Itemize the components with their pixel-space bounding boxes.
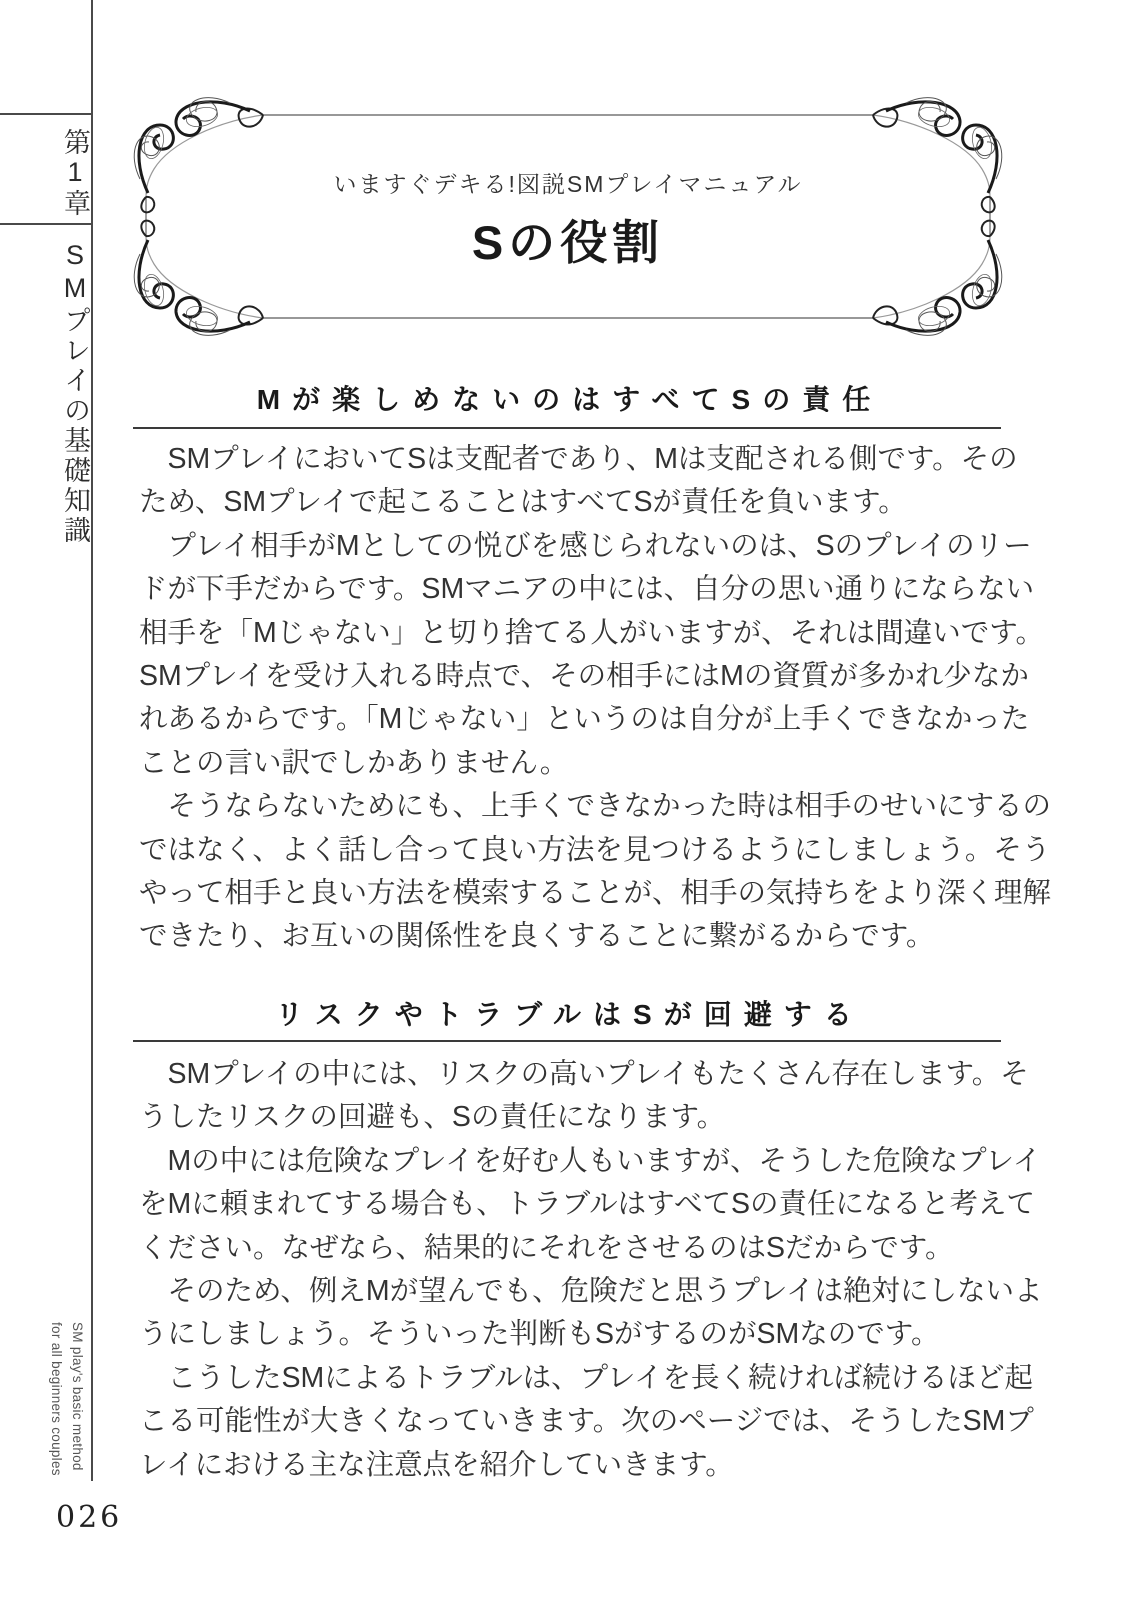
section1-body xyxy=(139,438,1052,959)
text-line: やって相手と良い方法を模索することが、相手の気持ちをより深く理解 xyxy=(139,876,1052,909)
series-title: いますぐデキる!図説SMプレイマニュアル xyxy=(333,171,803,197)
text-line: こうしたSMによるトラブルは、プレイを長く続ければ続けるほど起 xyxy=(139,1361,1034,1394)
text-line: SMプレイを受け入れる時点で、その相手にはMの資質が多かれ少なか xyxy=(139,659,1029,692)
chapter-number: 第1章 xyxy=(60,128,90,218)
section2-body xyxy=(139,1053,1043,1487)
text-line: Mの中には危険なプレイを好む人もいますが、そうした危険なプレイ xyxy=(139,1144,1042,1177)
section2-heading: リスクやトラブルはSが回避する xyxy=(275,999,864,1030)
chapter-title: SMプレイの基礎知識 xyxy=(60,240,90,546)
text-line: ため、SMプレイで起こることはすべてSが責任を負います。 xyxy=(139,486,907,519)
text-line: できたり、お互いの関係性を良くすることに繋がるからです。 xyxy=(139,920,935,953)
footer-caption-line2: for all beginners couples xyxy=(49,1322,64,1476)
text-line: 相手を「Mじゃない」と切り捨てる人がいますが、それは間違いです。 xyxy=(139,616,1044,649)
text-line: ことの言い訳でしかありません。 xyxy=(139,746,569,779)
section2-rule xyxy=(133,1040,1001,1042)
text-line: プレイ相手がMとしての悦びを感じられないのは、Sのプレイのリー xyxy=(139,529,1032,562)
chapter-rule-bottom xyxy=(0,223,91,225)
text-line: うしたリスクの回避も、Sの責任になります。 xyxy=(139,1101,726,1134)
text-line: SMプレイの中には、リスクの高いプレイもたくさん存在します。そ xyxy=(139,1058,1029,1090)
sidebar-divider-line xyxy=(91,0,93,1481)
text-line: そのため、例えMが望んでも、危険だと思うプレイは絶対にしないよ xyxy=(139,1274,1043,1307)
section1-heading: Mが楽しめないのはすべてSの責任 xyxy=(256,384,883,415)
text-line: ください。なぜなら、結果的にそれをさせるのはSだからです。 xyxy=(139,1231,954,1264)
footer-caption xyxy=(46,1322,88,1522)
page-number: 026 xyxy=(56,1500,123,1535)
chapter-rule-top xyxy=(0,113,91,115)
page-title: Sの役割 xyxy=(471,216,665,269)
text-line: ドが下手だからです。SMマニアの中には、自分の思い通りにならない xyxy=(139,573,1035,606)
text-line: うにしましょう。そういった判断もSがするのがSMなのです。 xyxy=(139,1318,940,1351)
text-line: SMプレイにおいてSは支配者であり、Mは支配される側です。その xyxy=(139,443,1018,475)
text-line: こる可能性が大きくなっていきます。次のページでは、そうしたSMプ xyxy=(139,1405,1034,1438)
text-line: レイにおける主な注意点を紹介していきます。 xyxy=(139,1448,734,1481)
text-line: ではなく、よく話し合って良い方法を見つけるようにしましょう。そう xyxy=(139,833,1051,866)
text-line: をMに頼まれてする場合も、トラブルはすべてSの責任になると考えて xyxy=(139,1188,1036,1221)
section1-rule xyxy=(133,427,1001,429)
text-line: れあるからです。「Mじゃない」というのは自分が上手くできなかった xyxy=(139,703,1030,736)
text-line: そうならないためにも、上手くできなかった時は相手のせいにするの xyxy=(139,790,1052,823)
footer-caption-line1: SM play's basic method xyxy=(70,1322,85,1471)
